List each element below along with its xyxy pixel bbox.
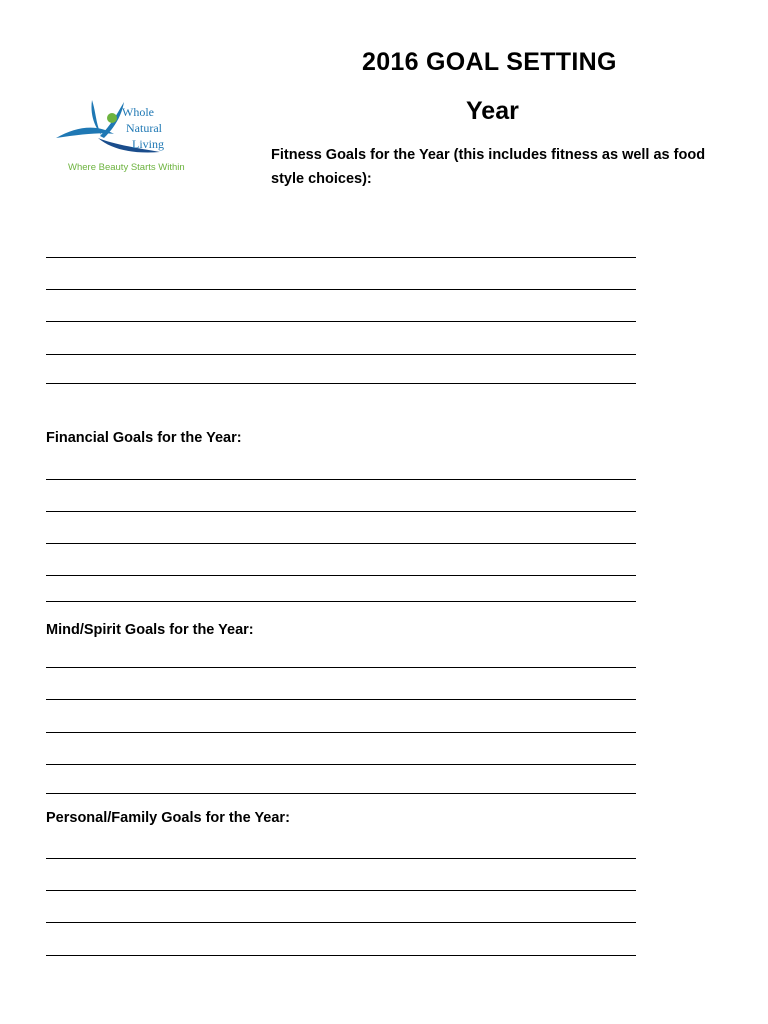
mind-spirit-answer-line[interactable] xyxy=(46,667,636,668)
logo-tagline: Where Beauty Starts Within xyxy=(68,162,185,173)
whole-natural-living-logo xyxy=(52,96,222,178)
fitness-answer-line[interactable] xyxy=(46,321,636,322)
fitness-answer-line[interactable] xyxy=(46,354,636,355)
personal-family-answer-line[interactable] xyxy=(46,922,636,923)
personal-family-goals-heading: Personal/Family Goals for the Year: xyxy=(46,810,290,826)
financial-goals-heading: Financial Goals for the Year: xyxy=(46,430,242,446)
logo-head-shape xyxy=(107,113,117,123)
fitness-answer-line[interactable] xyxy=(46,383,636,384)
personal-family-answer-line[interactable] xyxy=(46,955,636,956)
financial-answer-line[interactable] xyxy=(46,543,636,544)
mind-spirit-answer-line[interactable] xyxy=(46,699,636,700)
mind-spirit-answer-line[interactable] xyxy=(46,764,636,765)
page-subtitle: Year xyxy=(466,97,519,125)
personal-family-answer-line[interactable] xyxy=(46,890,636,891)
financial-answer-line[interactable] xyxy=(46,479,636,480)
fitness-goals-heading: Fitness Goals for the Year (this includes fitness as well as food style choices): xyxy=(271,147,706,187)
financial-answer-line[interactable] xyxy=(46,601,636,602)
logo-brand-line1: Whole xyxy=(122,105,154,119)
logo-brand-line2: Natural xyxy=(126,121,162,135)
mind-spirit-answer-line[interactable] xyxy=(46,793,636,794)
personal-family-answer-line[interactable] xyxy=(46,858,636,859)
mind-spirit-answer-line[interactable] xyxy=(46,732,636,733)
financial-answer-line[interactable] xyxy=(46,511,636,512)
page-title: 2016 GOAL SETTING xyxy=(362,48,617,76)
mind-spirit-goals-heading: Mind/Spirit Goals for the Year: xyxy=(46,622,254,638)
logo-brand-line3: Living xyxy=(132,137,164,151)
fitness-answer-line[interactable] xyxy=(46,257,636,258)
financial-answer-line[interactable] xyxy=(46,575,636,576)
fitness-answer-line[interactable] xyxy=(46,289,636,290)
